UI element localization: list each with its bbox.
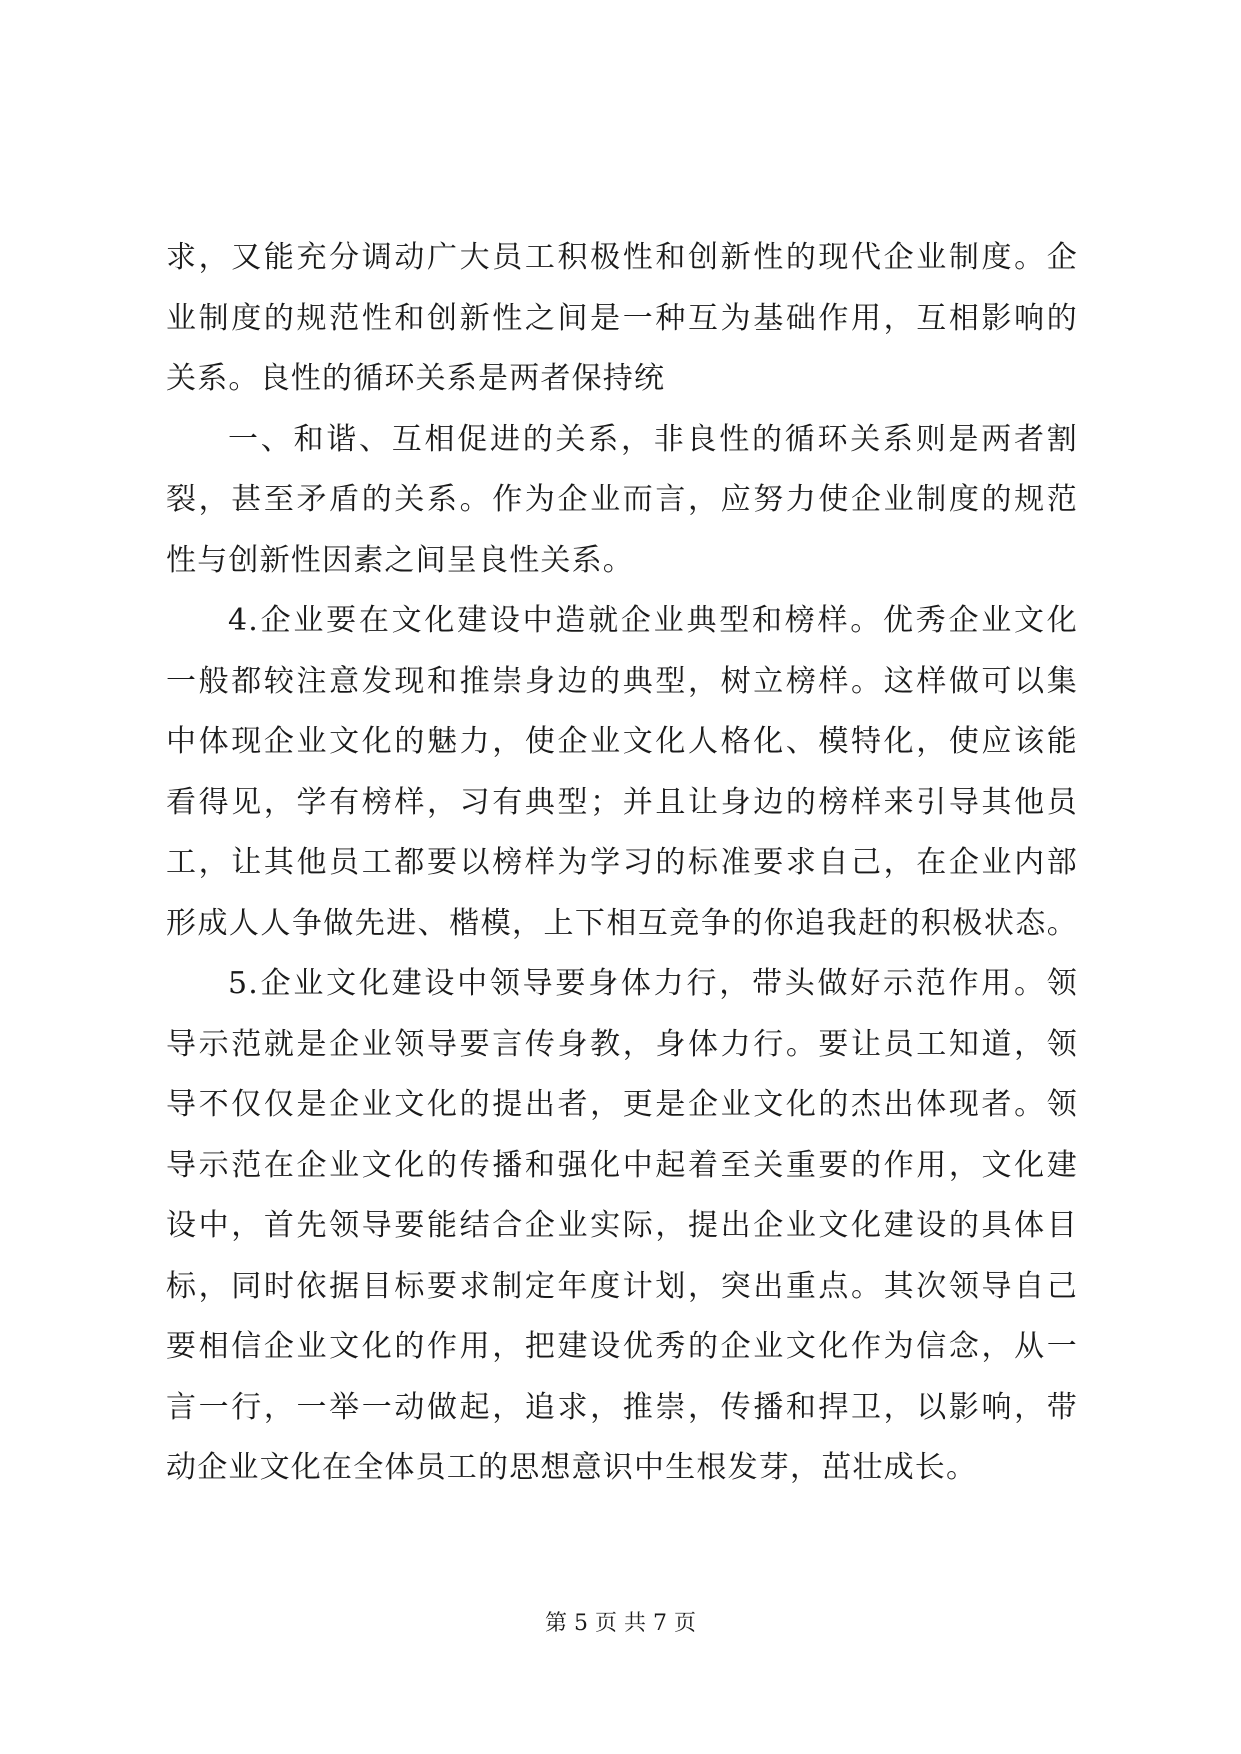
document-body [166,228,1078,1499]
text-line: 动企业文化在全体员工的思想意识中生根发芽，茁壮成长。 [166,1450,978,1485]
text-line: 导示范在企业文化的传播和强化中起着至关重要的作用，文化建 [166,1147,1078,1183]
page-number-footer: 第 5 页 共 7 页 [545,1611,696,1636]
text-line: 形成人人争做先进、楷模，上下相互竞争的你追我赶的积极状态。 [166,905,1078,941]
text-line: 业制度的规范性和创新性之间是一种互为基础作用，互相影响的 [166,300,1078,336]
text-line: 工，让其他员工都要以榜样为学习的标准要求自己，在企业内部 [166,845,1078,880]
text-line: 4.企业要在文化建设中造就企业典型和榜样。优秀企业文化 [228,603,1078,638]
text-line: 性与创新性因素之间呈良性关系。 [166,542,634,578]
text-line: 看得见，学有榜样，习有典型；并且让身边的榜样来引导其他员 [166,784,1078,820]
text-line: 中体现企业文化的魅力，使企业文化人格化、模特化，使应该能 [166,724,1078,759]
text-line: 5.企业文化建设中领导要身体力行，带头做好示范作用。领 [228,966,1078,1001]
text-line: 导不仅仅是企业文化的提出者，更是企业文化的杰出体现者。领 [166,1087,1078,1122]
text-line: 导示范就是企业领导要言传身教，身体力行。要让员工知道，领 [166,1026,1078,1062]
text-line: 关系。良性的循环关系是两者保持统 [166,361,666,396]
text-line: 标，同时依据目标要求制定年度计划，突出重点。其次领导自己 [166,1268,1078,1304]
text-line: 裂，甚至矛盾的关系。作为企业而言，应努力使企业制度的规范 [166,482,1078,517]
text-line: 一、和谐、互相促进的关系，非良性的循环关系则是两者割 [228,421,1078,457]
text-line: 要相信企业文化的作用，把建设优秀的企业文化作为信念，从一 [166,1329,1078,1364]
text-line: 求，又能充分调动广大员工积极性和创新性的现代企业制度。企 [166,240,1078,275]
text-line: 言一行，一举一动做起，追求，推崇，传播和捍卫，以影响，带 [166,1389,1078,1425]
text-line: 设中，首先领导要能结合企业实际，提出企业文化建设的具体目 [166,1208,1078,1243]
text-line: 一般都较注意发现和推崇身边的典型，树立榜样。这样做可以集 [166,663,1078,699]
